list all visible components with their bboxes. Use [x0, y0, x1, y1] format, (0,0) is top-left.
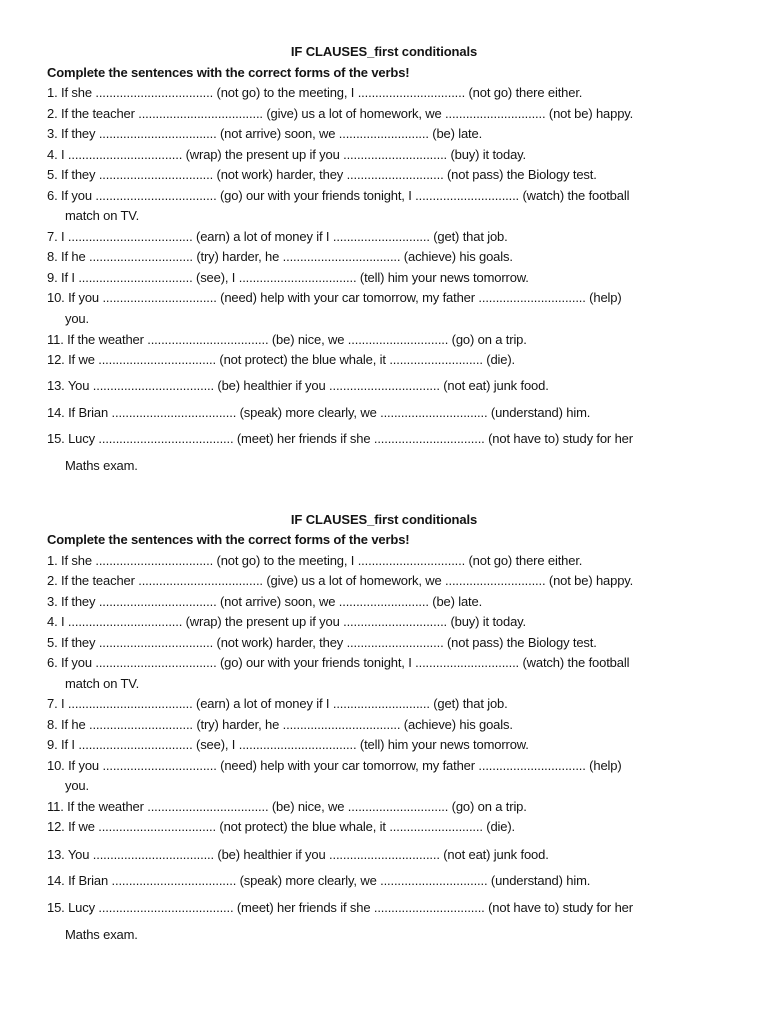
- exercise-item: 14. If Brian .................................... (speak) more clearly, we ............................... (understand) him.: [47, 873, 591, 888]
- instruction: Complete the sentences with the correct forms of the verbs!: [47, 532, 410, 547]
- exercise-item-continuation: match on TV.: [65, 208, 140, 223]
- exercise-item: 4. I ................................. (wrap) the present up if you .............................. (buy) it today.: [47, 147, 526, 162]
- exercise-item: 4. I ................................. (wrap) the present up if you .............................. (buy) it today.: [47, 614, 526, 629]
- exercise-item: 9. If I ................................. (see), I .................................. (tell) him your news tomorrow.: [47, 270, 529, 285]
- exercise-item-continuation: Maths exam.: [65, 458, 138, 473]
- exercise-item: 12. If we .................................. (not protect) the blue whale, it ........................... (die).: [47, 819, 515, 834]
- exercise-item-continuation: you.: [65, 311, 89, 326]
- exercise-item: 5. If they ................................. (not work) harder, they ............................ (not pass) the Biology test.: [47, 167, 597, 182]
- exercise-item: 11. If the weather ................................... (be) nice, we ............................. (go) on a trip.: [47, 799, 527, 814]
- worksheet-title: IF CLAUSES_first conditionals: [290, 512, 478, 527]
- exercise-item: 2. If the teacher .................................... (give) us a lot of homework, we ............................. (not be) happy.: [47, 573, 634, 588]
- exercise-item-continuation: match on TV.: [65, 676, 140, 691]
- exercise-item: 15. Lucy ....................................... (meet) her friends if she ................................ (not have to) study for her: [47, 900, 633, 915]
- exercise-item: 7. I .................................... (earn) a lot of money if I ............................ (get) that job.: [47, 229, 508, 244]
- exercise-item: 12. If we .................................. (not protect) the blue whale, it ........................... (die).: [47, 352, 515, 367]
- exercise-item: 10. If you ................................. (need) help with your car tomorrow, my father ............................... (help): [47, 290, 622, 305]
- exercise-item: 11. If the weather ................................... (be) nice, we ............................. (go) on a trip.: [47, 332, 527, 347]
- exercise-item: 10. If you ................................. (need) help with your car tomorrow, my father ............................... (help): [47, 758, 622, 773]
- worksheet-title: IF CLAUSES_first conditionals: [290, 44, 478, 59]
- exercise-item: 6. If you ................................... (go) our with your friends tonight, I .............................. (watch) the football: [47, 655, 630, 670]
- exercise-item: 8. If he .............................. (try) harder, he .................................. (achieve) his goals.: [47, 249, 513, 264]
- exercise-item: 9. If I ................................. (see), I .................................. (tell) him your news tomorrow.: [47, 737, 529, 752]
- exercise-item: 2. If the teacher .................................... (give) us a lot of homework, we ............................. (not be) happy.: [47, 106, 634, 121]
- exercise-item: 7. I .................................... (earn) a lot of money if I ............................ (get) that job.: [47, 696, 508, 711]
- exercise-item: 14. If Brian .................................... (speak) more clearly, we ............................... (understand) him.: [47, 405, 591, 420]
- exercise-item: 13. You ................................... (be) healthier if you ................................ (not eat) junk food.: [47, 378, 549, 393]
- exercise-item: 15. Lucy ....................................... (meet) her friends if she ................................ (not have to) study for her: [47, 431, 633, 446]
- exercise-item: 1. If she .................................. (not go) to the meeting, I ............................... (not go) there either.: [47, 553, 583, 568]
- exercise-item: 6. If you ................................... (go) our with your friends tonight, I .............................. (watch) the football: [47, 188, 630, 203]
- exercise-item: 13. You ................................... (be) healthier if you ................................ (not eat) junk food.: [47, 847, 549, 862]
- exercise-item: 5. If they ................................. (not work) harder, they ............................ (not pass) the Biology test.: [47, 635, 597, 650]
- exercise-item: 1. If she .................................. (not go) to the meeting, I ............................... (not go) there either.: [47, 85, 583, 100]
- exercise-item-continuation: Maths exam.: [65, 927, 138, 942]
- exercise-item: 3. If they .................................. (not arrive) soon, we .......................... (be) late.: [47, 594, 483, 609]
- exercise-item: 8. If he .............................. (try) harder, he .................................. (achieve) his goals.: [47, 717, 513, 732]
- exercise-item: 3. If they .................................. (not arrive) soon, we .......................... (be) late.: [47, 126, 483, 141]
- exercise-item-continuation: you.: [65, 778, 89, 793]
- instruction: Complete the sentences with the correct forms of the verbs!: [47, 65, 410, 80]
